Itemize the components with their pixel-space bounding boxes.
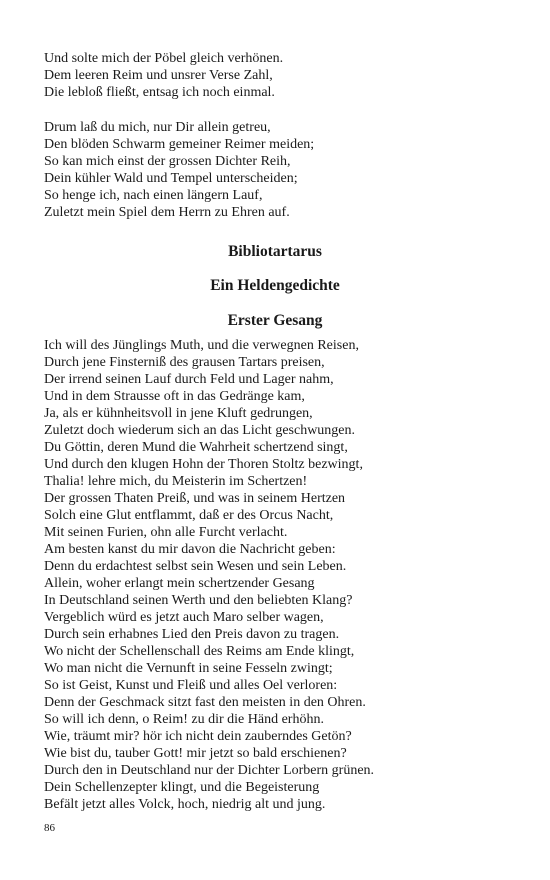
verse-line: Am besten kanst du mir davon die Nachricht geben:	[44, 542, 336, 557]
verse-line: Zuletzt doch wiederum sich an das Licht geschwungen.	[44, 423, 356, 438]
verse-line: Vergeblich würd es jetzt auch Maro selber wagen,	[44, 610, 324, 625]
verse-line: Und in dem Strausse oft in das Gedränge kam,	[44, 389, 305, 404]
verse-line: Und durch den klugen Hohn der Thoren Stoltz bezwingt,	[44, 457, 363, 472]
verse-line: Drum laß du mich, nur Dir allein getreu,	[44, 120, 271, 135]
verse-line: Wo man nicht die Vernunft in seine Fesseln zwingt;	[44, 661, 333, 676]
verse-line: Thalia! lehre mich, du Meisterin im Schertzen!	[44, 474, 308, 489]
verse-line: Dem leeren Reim und unsrer Verse Zahl,	[44, 68, 273, 83]
verse-line: Durch sein erhabnes Lied den Preis davon zu tragen.	[44, 627, 340, 642]
verse-line: Der grossen Thaten Preiß, und was in seinem Hertzen	[44, 491, 346, 506]
page-number: 86	[44, 822, 55, 834]
verse-line: Denn du erdachtest selbst sein Wesen und sein Leben.	[44, 559, 347, 574]
verse-line: Die lebloß fließt, entsag ich noch einmal.	[44, 85, 275, 100]
verse-line: Zuletzt mein Spiel dem Herrn zu Ehren auf.	[44, 205, 290, 220]
canto-heading: Erster Gesang	[227, 312, 323, 329]
verse-line: Durch jene Finsterniß des grausen Tartars preisen,	[44, 355, 325, 370]
verse-line: Ich will des Jünglings Muth, und die verwegnen Reisen,	[44, 338, 359, 353]
verse-line: Du Göttin, deren Mund die Wahrheit schertzend singt,	[44, 440, 348, 455]
verse-line: Ja, als er kühnheitsvoll in jene Kluft gedrungen,	[44, 406, 313, 421]
verse-line: Wie bist du, tauber Gott! mir jetzt so bald erschienen?	[44, 746, 347, 761]
canto-text	[44, 337, 514, 813]
verse-line: Durch den in Deutschland nur der Dichter Lorbern grünen.	[44, 763, 375, 778]
verse-line: So henge ich, nach einen längern Lauf,	[44, 188, 263, 203]
verse-line: Dein kühler Wald und Tempel unterscheiden;	[44, 171, 298, 186]
verse-line: Den blöden Schwarm gemeiner Reimer meiden;	[44, 137, 315, 152]
verse-line: Solch eine Glut entflammt, daß er des Orcus Nacht,	[44, 508, 334, 523]
verse-line: Befält jetzt alles Volck, hoch, niedrig alt und jung.	[44, 797, 326, 812]
verse-line: In Deutschland seinen Werth und den beliebten Klang?	[44, 593, 353, 608]
verse-line: Allein, woher erlangt mein schertzender Gesang	[44, 576, 315, 591]
verse-line: Wie, träumt mir? hör ich nicht dein zauberndes Getön?	[44, 729, 352, 744]
verse-line: Dein Schellenzepter klingt, und die Begeisterung	[44, 780, 320, 795]
stanza-2	[44, 119, 514, 221]
verse-line: Mit seinen Furien, ohn alle Furcht verlacht.	[44, 525, 288, 540]
stanza-1	[44, 50, 514, 101]
verse-line: So will ich denn, o Reim! zu dir die Händ erhöhn.	[44, 712, 324, 727]
verse-line: So kan mich einst der grossen Dichter Reih,	[44, 154, 291, 169]
poem-title: Bibliotartarus	[228, 243, 322, 260]
verse-line: Und solte mich der Pöbel gleich verhönen.	[44, 51, 284, 66]
verse-line: Wo nicht der Schellenschall des Reims am Ende klingt,	[44, 644, 355, 659]
verse-line: Denn der Geschmack sitzt fast den meisten in den Ohren.	[44, 695, 366, 710]
verse-line: So ist Geist, Kunst und Fleiß und alles Oel verloren:	[44, 678, 338, 693]
poem-subtitle: Ein Heldengedichte	[210, 277, 340, 294]
verse-line: Der irrend seinen Lauf durch Feld und Lager nahm,	[44, 372, 334, 387]
